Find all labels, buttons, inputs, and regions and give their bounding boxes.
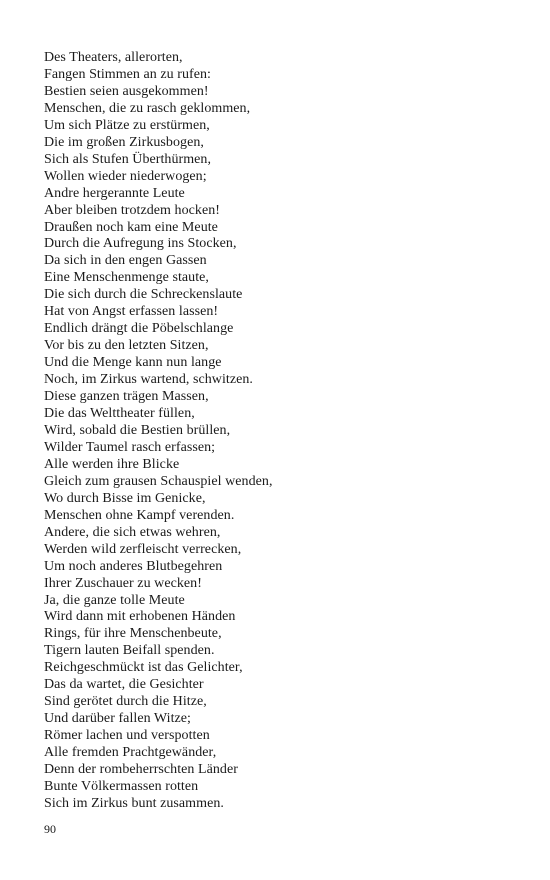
poem-line: Wo durch Bisse im Genicke, <box>44 490 206 506</box>
poem-line: Bestien seien ausgekommen! <box>44 83 209 99</box>
poem-line: Draußen noch kam eine Meute <box>44 219 218 235</box>
poem-line: Tigern lauten Beifall spenden. <box>44 643 215 659</box>
poem-line: Menschen ohne Kampf verenden. <box>44 507 235 523</box>
poem-line: Da sich in den engen Gassen <box>44 253 207 269</box>
poem-line: Denn der rombeherrschten Länder <box>44 762 238 778</box>
poem-line: Noch, im Zirkus wartend, schwitzen. <box>44 372 253 388</box>
poem-line: Eine Menschenmenge staute, <box>44 270 209 286</box>
poem-text <box>44 50 273 813</box>
poem-line: Reichgeschmückt ist das Gelichter, <box>44 660 243 676</box>
poem-line: Die im großen Zirkusbogen, <box>44 134 204 150</box>
poem-line: Fangen Stimmen an zu rufen: <box>44 66 211 82</box>
poem-line: Alle fremden Prachtgewänder, <box>44 745 217 761</box>
poem-line: Die das Welttheater füllen, <box>44 406 195 422</box>
poem-line: Des Theaters, allerorten, <box>44 50 183 65</box>
poem-line: Wilder Taumel rasch erfassen; <box>44 439 216 455</box>
poem-line: Bunte Völkermassen rotten <box>44 778 199 794</box>
poem-line: Ihrer Zuschauer zu wecken! <box>44 575 202 591</box>
poem-line: Wird dann mit erhobenen Händen <box>44 609 236 625</box>
poem-line: Um sich Plätze zu erstürmen, <box>44 117 210 133</box>
poem-line: Andere, die sich etwas wehren, <box>44 524 221 540</box>
poem-line: Hat von Angst erfassen lassen! <box>44 304 219 320</box>
poem-line: Vor bis zu den letzten Sitzen, <box>44 338 209 354</box>
poem-line: Durch die Aufregung ins Stocken, <box>44 236 237 252</box>
poem-line: Römer lachen und verspotten <box>44 728 210 744</box>
poem-line: Wird, sobald die Bestien brüllen, <box>44 422 231 438</box>
poem-line: Und darüber fallen Witze; <box>44 711 191 727</box>
poem-line: Alle werden ihre Blicke <box>44 456 180 472</box>
poem-line: Menschen, die zu rasch geklommen, <box>44 100 251 116</box>
poem-line: Sich im Zirkus bunt zusammen. <box>44 795 224 811</box>
poem-line: Und die Menge kann nun lange <box>44 355 222 371</box>
poem-line: Wollen wieder niederwogen; <box>44 168 207 184</box>
poem-line: Rings, für ihre Menschenbeute, <box>44 626 222 642</box>
page-number: 90 <box>44 822 56 836</box>
poem-line: Sich als Stufen Überthürmen, <box>44 151 212 167</box>
poem-line: Die sich durch die Schreckenslaute <box>44 287 243 303</box>
poem-line: Das da wartet, die Gesichter <box>44 677 204 693</box>
poem-line: Werden wild zerfleischt verrecken, <box>44 541 242 557</box>
poem-line: Diese ganzen trägen Massen, <box>44 389 209 405</box>
poem-line: Ja, die ganze tolle Meute <box>44 592 185 608</box>
poem-line: Endlich drängt die Pöbelschlange <box>44 321 234 337</box>
poem-line: Andre hergerannte Leute <box>44 185 185 201</box>
poem-line: Aber bleiben trotzdem hocken! <box>44 202 220 218</box>
poem-line: Um noch anderes Blutbegehren <box>44 558 223 574</box>
poem-line: Sind gerötet durch die Hitze, <box>44 694 207 710</box>
poem-line: Gleich zum grausen Schauspiel wenden, <box>44 473 273 489</box>
